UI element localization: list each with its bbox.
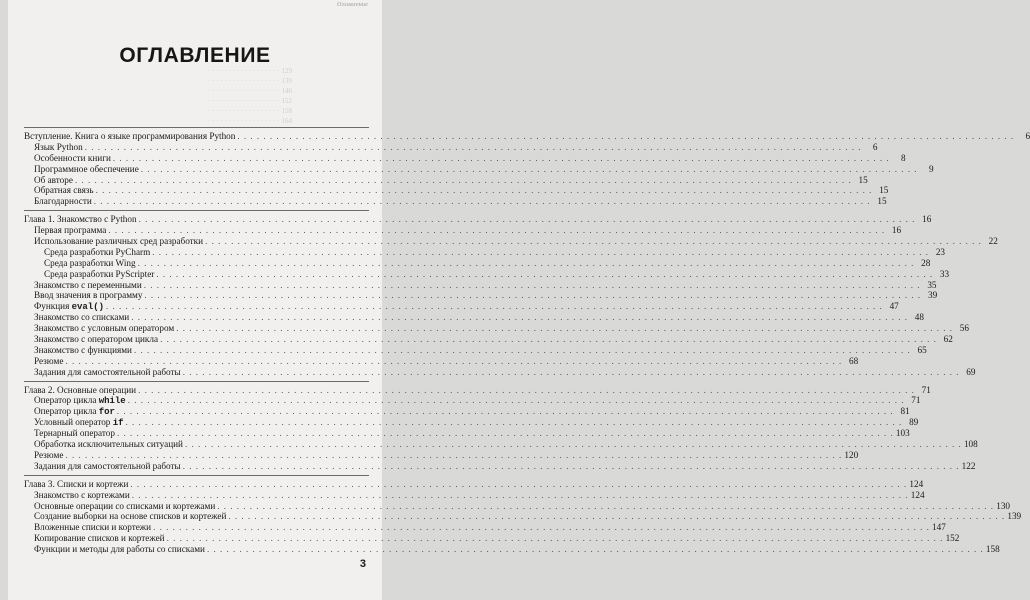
toc-entry-title: Знакомство со списками (34, 312, 130, 323)
dot-leader: . . . . . . . . . . . . . . . . . . . . . . . . . . . . . . . . . . . . . . . . . . . . . . . . . . . . . . . . . . . . . . . . . . . . . . . . . . . . . . . . . . . . . . . . . . . . . . . . . . . . . . . . . . . . . . . . . . . . . . . . (133, 344, 911, 355)
section-divider (24, 127, 369, 128)
toc-entry-title: Среда разработки PyScripter (44, 268, 155, 279)
toc-entry[interactable] (24, 460, 976, 472)
toc-entry-title: Вложенные списки и кортежи (34, 522, 152, 533)
section-divider (24, 475, 369, 476)
toc-entry[interactable] (24, 544, 1000, 555)
book-page (8, 0, 1030, 600)
toc-chapter-entry[interactable] (24, 384, 931, 396)
toc-entry-title: Знакомство с оператором цикла (34, 334, 159, 345)
toc-entry-code: if (112, 418, 124, 429)
dot-leader: . . . . . . . . . . . . . . . . . . . . . . . . . . . . . . . . . . . . . . . . . . . . . . . . . . . . . . . . . . . . . . . . . . . . . . . . . . . . . . . . . . . . . . . . . . . . . . . . . . . . . . . . . . . . . . . . . . . . . . . . (112, 152, 890, 163)
toc-entry[interactable] (24, 439, 978, 450)
toc-entry-title: Первая программа (34, 225, 107, 236)
toc-page-number: 152 (945, 533, 960, 544)
toc-entry[interactable] (24, 522, 946, 533)
toc-entry-title: Глава 2. Основные операции (24, 384, 137, 395)
dot-leader: . . . . . . . . . . . . . . . . . . . . . . . . . . . . . . . . . . . . . . . . . . . . . . . . . . . . . . . . . . . . . . . . . . . . . . . . . . . . . . . . . . . . . . . . . . . . . . . . . . . . . . . . . . . . . . . . . . . . . . . . (131, 312, 908, 323)
dot-leader: . . . . . . . . . . . . . . . . . . . . . . . . . . . . . . . . . . . . . . . . . . . . . . . . . . . . . . . . . . . . . . . . . . . . . . . . . . . . . . . . . . . . . . . . . . . . . . . . . . . . . . . . . . . . . . . . . . . . . . . . (116, 406, 894, 417)
toc-page-number: 15 (877, 196, 887, 207)
toc-page-number: 68 (849, 355, 859, 366)
dot-leader: . . . . . . . . . . . . . . . . . . . . . . . . . . . . . . . . . . . . . . . . . . . . . . . . . . . . . . . . . . . . . . . . . . . . . . . . . . . . . . . . . . . . . . . . . . . . . . . . . . . . . . . . . . . . . . . . . . . . . . . . (237, 131, 1015, 141)
toc-entry-title: Среда разработки Wing (44, 257, 136, 268)
toc-entry[interactable] (24, 141, 878, 153)
dot-leader: . . . . . . . . . . . . . . . . . . . . . . . . . . . . . . . . . . . . . . . . . . . . . . . . . . . . . . . . . . . . . . . . . . . . . . . . . . . . . . . . . . . . . . . . . . . . . . . . . . . . . . . . . . . . . . . . . . . . . . . . (153, 522, 930, 533)
toc-page-number: 15 (879, 185, 889, 196)
dot-leader: . . . . . . . . . . . . . . . . . . . . . . . . . . . . . . . . . . . . . . . . . . . . . . . . . . . . . . . . . . . . . . . . . . . . . . . . . . . . . . . . . . . . . . . . . . . . . . . . . . . . . . . . . . . . . . . . . . . . . . . . (93, 196, 871, 207)
toc-entry[interactable] (24, 449, 859, 461)
toc-entry[interactable] (24, 185, 889, 196)
toc-chapter-entry[interactable] (24, 131, 1030, 142)
dot-leader: . . . . . . . . . . . . . . . . . . . . . . . . . . . . . . . . . . . . . . . . . . . . . . . . . . . . . . . . . . . . . . . . . . . . . . . . . . . . . . . . . . . . . . . . . . . . . . . . . . . . . . . . . . . . . . . . . . . . . . . . (125, 417, 903, 428)
section-divider (24, 210, 369, 211)
dot-leader: . . . . . . . . . . . . . . . . . . . . . . . . . . . . . . . . . . . . . . . . . . . . . . . . . . . . . . . . . . . . . . . . . . . . . . . . . . . . . . . . . . . . . . . . . . . . . . . . . . . . . . . . . . . . . . . . . . . . . . . . (160, 334, 937, 345)
toc-page-number: 81 (900, 406, 910, 417)
toc-entry-title: Знакомство с условным оператором (34, 323, 175, 334)
toc-page-number: 8 (901, 152, 906, 163)
toc-entry-title: Оператор цикла for (34, 406, 115, 418)
toc-page-number: 6 (1025, 131, 1030, 141)
dot-leader: . . . . . . . . . . . . . . . . . . . . . . . . . . . . . . . . . . . . . . . . . . . . . . . . . . . . . . . . . . . . . . . . . . . . . . . . . . . . . . . . . . . . . . . . . . . . . . . . . . . . . . . . . . . . . . . . . . . . . . . . (130, 478, 908, 489)
toc-entry-title: Задания для самостоятельной работы (34, 366, 181, 377)
toc-page-number: 62 (943, 334, 953, 345)
toc-entry-code: for (98, 407, 115, 418)
toc-entry-title: Функции и методы для работы со списками (34, 544, 205, 555)
toc-entry[interactable] (24, 428, 910, 439)
toc-entry[interactable] (24, 225, 902, 236)
toc-page-number: 65 (917, 344, 927, 355)
toc-chapter-entry[interactable] (24, 478, 924, 490)
dot-leader: . . . . . . . . . . . . . . . . . . . . . . . . . . . . . . . . . . . . . . . . . . . . . . . . . . . . . . . . . . . . . . . . . . . . . . . . . . . . . . . . . . . . . . . . . . . . . . . . . . . . . . . . . . . . . . . . . . . . . . . . (166, 533, 944, 544)
dot-leader: . . . . . . . . . . . . . . . . . . . . . . . . . . . . . . . . . . . . . . . . . . . . . . . . . . . . . . . . . . . . . . . . . . . . . . . . . . . . . . . . . . . . . . . . . . . . . . . . . . . . . . . . . . . . . . . . . . . . . . . . (116, 428, 894, 439)
toc-entry[interactable] (24, 366, 976, 378)
toc-entry[interactable] (24, 344, 927, 356)
toc-entry-title: Глава 3. Списки и кортежи (24, 478, 129, 489)
toc-entry-title: Резюме (34, 449, 64, 460)
toc-page-number: 56 (959, 323, 969, 334)
toc-page-number: 9 (928, 163, 934, 174)
toc-entry[interactable] (24, 334, 953, 345)
toc-entry-code: eval() (71, 302, 104, 313)
toc-entry-title: Особенности книги (34, 152, 111, 163)
dot-leader: . . . . . . . . . . . . . . . . . . . . . . . . . . . . . . . . . . . . . . . . . . . . . . . . . . . . . . . . . . . . . . . . . . . . . . . . . . . . . . . . . . . . . . . . . . . . . . . . . . . . . . . . . . . . . . . . . . . . . . . . (84, 141, 862, 152)
toc-entry-title: Ввод значения в программу (34, 290, 143, 301)
toc-page-number: 48 (914, 312, 924, 323)
toc-entry[interactable] (24, 174, 868, 186)
dot-leader: . . . . . . . . . . . . . . . . . . . . . . . . . . . . . . . . . . . . . . . . . . . . . . . . . . . . . . . . . . . . . . . . . . . . . . . . . . . . . . . . . . . . . . . . . . . . . . . . . . . . . . . . . . . . . . . . . . . . . . . . (137, 257, 915, 268)
toc-entry[interactable] (24, 268, 950, 280)
toc-entry-title: Копирование списков и кортежей (34, 533, 165, 544)
toc-page-number: 33 (939, 268, 950, 279)
toc-entry-title: Условный оператор if (34, 417, 124, 429)
dot-leader: . . . . . . . . . . . . . . . . . . . . . . . . . . . . . . . . . . . . . . . . . . . . . . . . . . . . . . . . . . . . . . . . . . . . . . . . . . . . . . . . . . . . . . . . . . . . . . . . . . . . . . . . . . . . . . . . . . . . . . . . (65, 355, 843, 366)
dot-leader: . . . . . . . . . . . . . . . . . . . . . . . . . . . . . . . . . . . . . . . . . . . . . . . . . . . . . . . . . . . . . . . . . . . . . . . . . . . . . . . . . . . . . . . . . . . . . . . . . . . . . . . . . . . . . . . . . . . . . . . . (143, 279, 921, 290)
toc-entry-title: Знакомство с функциями (34, 344, 132, 355)
toc-entry[interactable] (24, 279, 937, 291)
section-divider (24, 381, 369, 382)
toc-entry-title: Благодарности (34, 196, 92, 207)
toc-entry-title: Использование различных сред разработки (34, 236, 204, 247)
toc-entry-title: Среда разработки PyCharm (44, 246, 151, 257)
dot-leader: . . . . . . . . . . . . . . . . . . . . . . . . . . . . . . . . . . . . . . . . . . . . . . . . . . . . . . . . . . . . . . . . . . . . . . . . . . . . . . . . . . . . . . . . . . . . . . . . . . . . . . . . . . . . . . . . . . . . . . . . (206, 544, 984, 555)
toc-entry[interactable] (24, 417, 919, 429)
dot-leader: . . . . . . . . . . . . . . . . . . . . . . . . . . . . . . . . . . . . . . . . . . . . . . . . . . . . . . . . . . . . . . . . . . . . . . . . . . . . . . . . . . . . . . . . . . . . . . . . . . . . . . . . . . . . . . . . . . . . . . . . (131, 489, 909, 500)
toc-entry[interactable] (24, 489, 925, 501)
dot-leader: . . . . . . . . . . . . . . . . . . . . . . . . . . . . . . . . . . . . . . . . . . . . . . . . . . . . . . . . . . . . . . . . . . . . . . . . . . . . . . . . . . . . . . . . . . . . . . . . . . . . . . . . . . . . . . . . . . . . . . . . (182, 366, 960, 377)
dot-leader: . . . . . . . . . . . . . . . . . . . . . . . . . . . . . . . . . . . . . . . . . . . . . . . . . . . . . . . . . . . . . . . . . . . . . . . . . . . . . . . . . . . . . . . . . . . . . . . . . . . . . . . . . . . . . . . . . . . . . . . . (184, 439, 962, 450)
toc-page-number: 139 (1007, 511, 1022, 522)
toc-entry-title: Тернарный оператор (34, 428, 115, 439)
toc-entry[interactable] (24, 355, 859, 367)
toc-entry-title: Вступление. Книга о языке программирования Python (24, 131, 236, 141)
dot-leader: . . . . . . . . . . . . . . . . . . . . . . . . . . . . . . . . . . . . . . . . . . . . . . . . . . . . . . . . . . . . . . . . . . . . . . . . . . . . . . . . . . . . . . . . . . . . . . . . . . . . . . . . . . . . . . . . . . . . . . . . (95, 185, 873, 196)
dot-leader: . . . . . . . . . . . . . . . . . . . . . . . . . . . . . . . . . . . . . . . . . . . . . . . . . . . . . . . . . . . . . . . . . . . . . . . . . . . . . . . . . . . . . . . . . . . . . . . . . . . . . . . . . . . . . . . . . . . . . . . . (156, 268, 934, 279)
dot-leader: . . . . . . . . . . . . . . . . . . . . . . . . . . . . . . . . . . . . . . . . . . . . . . . . . . . . . . . . . . . . . . . . . . . . . . . . . . . . . . . . . . . . . . . . . . . . . . . . . . . . . . . . . . . . . . . . . . . . . . . . (127, 395, 905, 406)
dot-leader: . . . . . . . . . . . . . . . . . . . . . . . . . . . . . . . . . . . . . . . . . . . . . . . . . . . . . . . . . . . . . . . . . . . . . . . . . . . . . . . . . . . . . . . . . . . . . . . . . . . . . . . . . . . . . . . . . . . . . . . . (65, 449, 843, 460)
toc-entry-title: Об авторе (34, 174, 73, 185)
toc-entry-title: Создание выборки на основе списков и кортежей (34, 511, 227, 522)
toc-entry-code: while (98, 396, 126, 407)
toc-entry[interactable] (24, 236, 998, 247)
dot-leader: . . . . . . . . . . . . . . . . . . . . . . . . . . . . . . . . . . . . . . . . . . . . . . . . . . . . . . . . . . . . . . . . . . . . . . . . . . . . . . . . . . . . . . . . . . . . . . . . . . . . . . . . . . . . . . . . . . . . . . . . (138, 214, 916, 225)
toc-entry-title: Обработка исключительных ситуаций (34, 439, 183, 450)
toc-page-number: 15 (858, 174, 868, 185)
dot-leader: . . . . . . . . . . . . . . . . . . . . . . . . . . . . . . . . . . . . . . . . . . . . . . . . . . . . . . . . . . . . . . . . . . . . . . . . . . . . . . . . . . . . . . . . . . . . . . . . . . . . . . . . . . . . . . . . . . . . . . . . (182, 460, 960, 471)
toc-page-number: 158 (985, 544, 1000, 555)
toc-entry[interactable] (24, 500, 1010, 512)
toc-entry[interactable] (24, 152, 906, 164)
toc-entry-title: Глава 1. Знакомство с Python (24, 214, 137, 225)
toc-page-number: 39 (927, 290, 938, 301)
toc-page-number: 6 (872, 141, 878, 152)
toc-entry-title: Основные операции со списками и кортежами (34, 500, 216, 511)
toc-entry[interactable] (24, 533, 960, 544)
dot-leader: . . . . . . . . . . . . . . . . . . . . . . . . . . . . . . . . . . . . . . . . . . . . . . . . . . . . . . . . . . . . . . . . . . . . . . . . . . . . . . . . . . . . . . . . . . . . . . . . . . . . . . . . . . . . . . . . . . . . . . . . (217, 500, 994, 511)
toc-page-number: 22 (988, 236, 998, 247)
dot-leader: . . . . . . . . . . . . . . . . . . . . . . . . . . . . . . . . . . . . . . . . . . . . . . . . . . . . . . . . . . . . . . . . . . . . . . . . . . . . . . . . . . . . . . . . . . . . . . . . . . . . . . . . . . . . . . . . . . . . . . . . (176, 323, 953, 334)
toc-page-number: 108 (963, 439, 978, 450)
dot-leader: . . . . . . . . . . . . . . . . . . . . . . . . . . . . . . . . . . . . . . . . . . . . . . . . . . . . . . . . . . . . . . . . . . . . . . . . . . . . . . . . . . . . . . . . . . . . . . . . . . . . . . . . . . . . . . . . . . . . . . . . (74, 174, 852, 185)
toc-page-number: 23 (935, 246, 945, 257)
toc-entry[interactable] (24, 163, 934, 175)
toc-entry[interactable] (24, 257, 931, 269)
dot-leader: . . . . . . . . . . . . . . . . . . . . . . . . . . . . . . . . . . . . . . . . . . . . . . . . . . . . . . . . . . . . . . . . . . . . . . . . . . . . . . . . . . . . . . . . . . . . . . . . . . . . . . . . . . . . . . . . . . . . . . . . (138, 384, 915, 395)
dot-leader: . . . . . . . . . . . . . . . . . . . . . . . . . . . . . . . . . . . . . . . . . . . . . . . . . . . . . . . . . . . . . . . . . . . . . . . . . . . . . . . . . . . . . . . . . . . . . . . . . . . . . . . . . . . . . . . . . . . . . . . . (108, 225, 886, 236)
toc-entry[interactable] (24, 196, 887, 207)
toc-entry-title: Обратная связь (34, 185, 94, 196)
toc-page-number: 124 (909, 478, 924, 489)
toc-entry[interactable] (24, 323, 969, 334)
toc-page-number: 69 (966, 366, 976, 377)
toc-entry-title: Задания для самостоятельной работы (34, 460, 181, 471)
toc-page-number: 16 (891, 225, 902, 236)
toc-entry-title: Резюме (34, 355, 64, 366)
toc-page-number: 28 (921, 257, 931, 268)
toc-entry-title: Знакомство с переменными (34, 279, 142, 290)
toc-entry[interactable] (24, 301, 899, 313)
toc-entry-title: Язык Python (34, 141, 83, 152)
toc-entry-title: Программное обеспечение (34, 163, 139, 174)
toc-page-number: 89 (909, 417, 919, 428)
toc-page-number: 47 (889, 301, 899, 312)
toc-page-number: 124 (910, 489, 925, 500)
toc-page-number: 16 (922, 214, 932, 225)
toc-page-number: 120 (844, 449, 859, 460)
dot-leader: . . . . . . . . . . . . . . . . . . . . . . . . . . . . . . . . . . . . . . . . . . . . . . . . . . . . . . . . . . . . . . . . . . . . . . . . . . . . . . . . . . . . . . . . . . . . . . . . . . . . . . . . . . . . . . . . . . . . . . . . (140, 163, 918, 174)
toc-entry[interactable] (24, 312, 924, 323)
running-header: Оглавление (337, 2, 368, 8)
dot-leader: . . . . . . . . . . . . . . . . . . . . . . . . . . . . . . . . . . . . . . . . . . . . . . . . . . . . . . . . . . . . . . . . . . . . . . . . . . . . . . . . . . . . . . . . . . . . . . . . . . . . . . . . . . . . . . . . . . . . . . . . (205, 236, 982, 247)
table-of-contents (24, 124, 1030, 555)
toc-page-number: 35 (927, 279, 937, 290)
toc-page-number: 71 (911, 395, 921, 406)
toc-page-number: 147 (932, 522, 946, 533)
dot-leader: . . . . . . . . . . . . . . . . . . . . . . . . . . . . . . . . . . . . . . . . . . . . . . . . . . . . . . . . . . . . . . . . . . . . . . . . . . . . . . . . . . . . . . . . . . . . . . . . . . . . . . . . . . . . . . . . . . . . . . . . (144, 290, 922, 301)
toc-entry[interactable] (24, 395, 921, 407)
bleed-through-text: · · · · · · · · · · · · · · · · · · 129 · · · · · · · · · · · · · · · · · · 139 · · · · · · · · · · · · · · · · · · 146 · · · · · · · · · · · · · · · · · · 152 · · · · · · · · · · · · · · · · · · 158 · · · · · · · · · · · · · · · · · · 164 (208, 67, 292, 125)
toc-page-number: 103 (895, 428, 910, 439)
toc-entry[interactable] (24, 511, 1022, 522)
page-title: ОГЛАВЛЕНИЕ (119, 44, 271, 67)
toc-page-number: 122 (961, 460, 976, 471)
toc-entry-title: Знакомство с кортежами (34, 489, 130, 500)
page-number: 3 (359, 558, 366, 570)
toc-page-number: 130 (996, 500, 1010, 511)
toc-entry[interactable] (24, 406, 910, 418)
dot-leader: . . . . . . . . . . . . . . . . . . . . . . . . . . . . . . . . . . . . . . . . . . . . . . . . . . . . . . . . . . . . . . . . . . . . . . . . . . . . . . . . . . . . . . . . . . . . . . . . . . . . . . . . . . . . . . . . . . . . . . . . (106, 301, 883, 312)
toc-chapter-entry[interactable] (24, 214, 932, 225)
toc-entry[interactable] (24, 246, 945, 258)
dot-leader: . . . . . . . . . . . . . . . . . . . . . . . . . . . . . . . . . . . . . . . . . . . . . . . . . . . . . . . . . . . . . . . . . . . . . . . . . . . . . . . . . . . . . . . . . . . . . . . . . . . . . . . . . . . . . . . . . . . . . . . . (152, 246, 929, 257)
toc-page-number: 71 (921, 384, 931, 395)
dot-leader: . . . . . . . . . . . . . . . . . . . . . . . . . . . . . . . . . . . . . . . . . . . . . . . . . . . . . . . . . . . . . . . . . . . . . . . . . . . . . . . . . . . . . . . . . . . . . . . . . . . . . . . . . . . . . . . . . . . . . . . . (228, 511, 1006, 522)
toc-entry[interactable] (24, 290, 938, 301)
toc-entry-title: Функция eval() (34, 301, 104, 313)
toc-entry-title: Оператор цикла while (34, 395, 126, 407)
